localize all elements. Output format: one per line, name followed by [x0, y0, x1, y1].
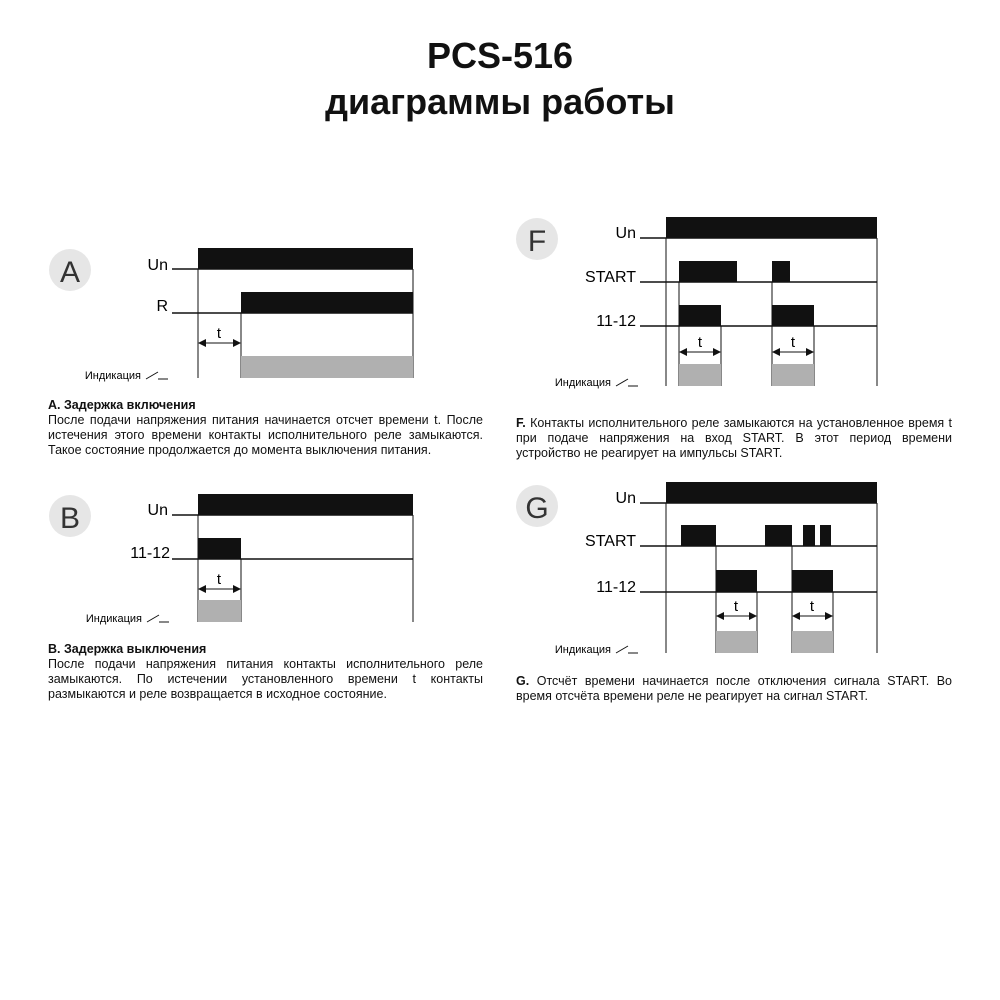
- indication-bar: [792, 631, 833, 653]
- description-a-heading: A. Задержка включения: [48, 398, 196, 412]
- indication-label: Индикация: [554, 377, 611, 389]
- page-title: PCS-516: [426, 35, 574, 76]
- delay-label: t: [790, 334, 796, 351]
- indication-bar: [716, 631, 757, 653]
- diagram-g: [516, 482, 877, 656]
- signal-label-r: R: [156, 298, 168, 315]
- indication-label: Индикация: [84, 370, 141, 382]
- description-a-text: После подачи напряжения питания начинается отсчет времени t. После истечения этого времени контакты исполнительного реле замыкаются. Такое состояние продолжается до момента выключения питания.: [48, 413, 483, 457]
- diagram-b: [49, 494, 413, 625]
- signal-label-11-12: 11-12: [596, 579, 636, 596]
- indication-bar: [198, 600, 241, 622]
- start-pulse: [803, 525, 815, 546]
- description-f: [516, 416, 952, 461]
- signal-label-un: Un: [147, 502, 168, 519]
- relay-pulse: [679, 305, 721, 326]
- description-a: [48, 398, 483, 458]
- switch-icon: [147, 615, 169, 622]
- delay-label: t: [809, 598, 815, 615]
- switch-icon: [146, 372, 168, 379]
- diagram-a: [49, 248, 413, 382]
- delay-label: t: [733, 598, 739, 615]
- badge-f-letter: F: [527, 225, 547, 258]
- start-pulse: [765, 525, 792, 546]
- signal-bar-r: [241, 292, 413, 313]
- diagram-f: [516, 217, 877, 389]
- delay-label: t: [697, 334, 703, 351]
- signal-bar-un: [666, 217, 877, 238]
- signal-bar-un: [198, 494, 413, 515]
- description-f-text: Контакты исполнительного реле замыкаются на установленное время t при подаче напряжения на вход START. В этот период времени устройство не реагирует на импульсы START.: [516, 416, 952, 460]
- delay-label: t: [216, 571, 222, 588]
- indication-bar: [241, 356, 413, 378]
- description-b: [48, 642, 483, 702]
- signal-bar-un: [198, 248, 413, 269]
- signal-label-un: Un: [147, 257, 168, 274]
- signal-bar-un: [666, 482, 877, 503]
- signal-label-start: START: [585, 269, 636, 286]
- badge-b-letter: B: [59, 502, 81, 535]
- start-pulse: [681, 525, 716, 546]
- description-g-heading: G.: [516, 674, 530, 688]
- start-pulse: [772, 261, 790, 282]
- relay-pulse: [716, 570, 757, 592]
- relay-pulse: [792, 570, 833, 592]
- switch-icon: [616, 646, 638, 653]
- indication-bar: [772, 364, 814, 386]
- indication-label: Индикация: [554, 644, 611, 656]
- signal-label-11-12: 11-12: [130, 545, 170, 562]
- delay-label: t: [216, 325, 222, 342]
- switch-icon: [616, 379, 638, 386]
- signal-label-un: Un: [615, 225, 636, 242]
- badge-a-letter: A: [59, 256, 81, 289]
- badge-g-letter: G: [525, 492, 549, 525]
- description-g-text: Отсчёт времени начинается после отключения сигнала START. Во время отсчёта времени реле не реагирует на сигнал START.: [516, 674, 952, 703]
- indication-bar: [679, 364, 721, 386]
- description-f-heading: F.: [516, 416, 526, 430]
- description-b-text: После подачи напряжения питания контакты исполнительного реле замыкаются. По истечении установленного времени t контакты размыкаются и реле возвращается в исходное состояние.: [48, 657, 483, 701]
- signal-label-11-12: 11-12: [596, 313, 636, 330]
- relay-pulse: [772, 305, 814, 326]
- start-pulse: [679, 261, 737, 282]
- start-pulse: [820, 525, 831, 546]
- signal-label-un: Un: [615, 490, 636, 507]
- signal-label-start: START: [585, 533, 636, 550]
- indication-label: Индикация: [85, 613, 142, 625]
- description-g: [516, 674, 952, 704]
- page-subtitle: диаграммы работы: [325, 81, 675, 122]
- signal-bar-11-12: [198, 538, 241, 559]
- description-b-heading: B. Задержка выключения: [48, 642, 207, 656]
